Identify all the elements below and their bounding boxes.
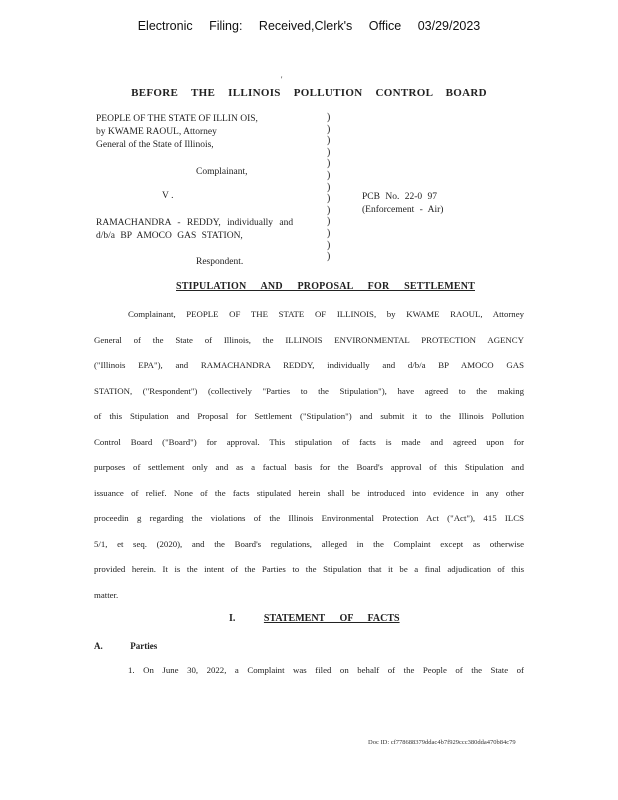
paren: ) [327,193,331,205]
document-id: Doc ID: cf778688379ddac4b7f929ccc380dda470b84c79 [368,739,516,746]
section-heading [229,613,400,624]
paren: ) [327,181,331,193]
section-number: I. [229,613,236,624]
paren: ) [327,112,331,123]
paren: ) [327,123,331,135]
text-line: STATION, ("Respondent") (collectively "Parties to the Stipulation"), have agreed to the making [94,385,524,396]
text-line: 5/1, et seq. (2020), and the Board's regulations, alleged in the Complaint except as otherwise [94,538,524,549]
caption-respondent: Respondent. [196,257,244,267]
header-received: Received,Clerk's [258,19,353,33]
header-electronic: Electronic [137,19,193,33]
section-title: STATEMENT OF FACTS [263,613,400,624]
paragraph-1: 1. On June 30, 2022, a Complaint was filed on behalf of the People of the State of [128,665,524,675]
text-line: proceedin g regarding the violations of the Illinois Environmental Protection Act ("Act"), 415 ILCS [94,513,524,523]
text-line: Control Board ("Board") for approval. This stipulation of facts is made and agreed upon for [94,436,524,447]
text-line: purposes of settlement only and as a factual basis for the Board's approval of this Stipulation and [94,462,524,472]
subsection-letter: A. [94,641,103,651]
paren: ) [327,158,331,170]
text-line: ("Illinois EPA"), and RAMACHANDRA REDDY, individually and d/b/a BP AMOCO GAS [94,360,524,370]
header-filing: Filing: [209,19,243,33]
paren: ) [327,135,331,147]
case-number-block [362,191,443,217]
caption-line: General of the State of Illinois, [96,140,214,150]
caption-line: d/b/a BP AMOCO GAS STATION, [96,231,243,241]
stray-mark: ' [281,75,283,84]
paren: ) [327,239,331,251]
subsection-heading [94,641,157,651]
case-type: (Enforcement - Air) [362,205,444,215]
text-line: General of the State of Illinois, the ILLINOIS ENVIRONMENTAL PROTECTION AGENCY [94,334,524,345]
paren: ) [327,169,331,181]
paren: ) [327,227,331,239]
text-line: provided herein. It is the intent of the Parties to the Stipulation that it be a final adjudication of this [94,564,524,574]
caption-complainant: Complainant, [196,167,248,177]
caption-parentheses [327,112,337,263]
header-date: 03/29/2023 [417,19,481,33]
text-line: of this Stipulation and Proposal for Settlement ("Stipulation") and submit it to the Illinois Pollution [94,411,524,421]
caption-line: PEOPLE OF THE STATE OF ILLIN OIS, [96,114,258,124]
board-title: BEFORE THE ILLINOIS POLLUTION CONTROL BOARD [131,87,487,99]
caption-versus: V . [162,191,174,201]
caption-line: by KWAME RAOUL, Attorney [96,127,217,137]
paren: ) [327,204,331,216]
caption-line: RAMACHANDRA - REDDY, individually and [96,218,294,228]
paren: ) [327,251,331,263]
electronic-filing-header [0,19,618,33]
paren: ) [327,146,331,158]
case-number: PCB No. 22-0 97 [362,192,437,202]
stipulation-title: STIPULATION AND PROPOSAL FOR SETTLEMENT [176,281,475,292]
text-line: issuance of relief. None of the facts stipulated herein shall be introduced into evidence in any other [94,487,524,498]
subsection-title: Parties [130,641,158,651]
text-line: Complainant, PEOPLE OF THE STATE OF ILLINOIS, by KWAME RAOUL, Attorney [128,309,524,319]
paren: ) [327,216,331,228]
text-line: matter. [94,589,119,600]
header-office: Office [368,19,402,33]
